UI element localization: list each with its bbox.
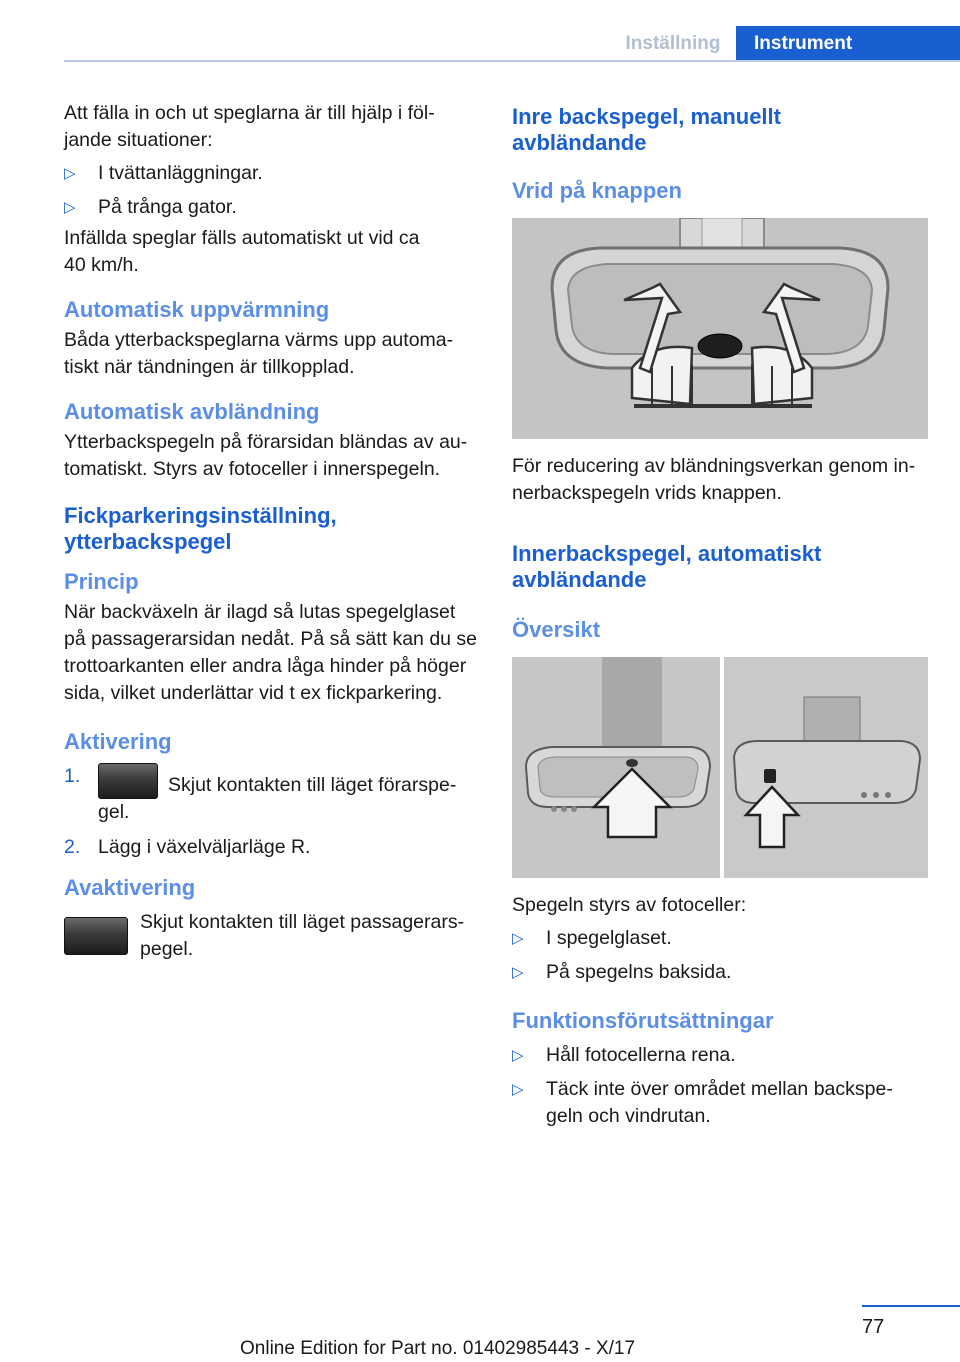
edition-footer: Online Edition for Part no. 01402985443 - X/17 <box>240 1338 636 1359</box>
triangle-right-icon: ▷ <box>64 199 76 216</box>
mirror-front-panel <box>512 657 720 878</box>
deactivation-heading: Avaktivering <box>64 875 196 900</box>
list-item: 1. Skjut kontakten till läget förarspe-gel. <box>64 765 457 823</box>
activation-heading: Aktivering <box>64 729 172 754</box>
manual-mirror-illustration <box>512 218 928 439</box>
mirror-switch-passenger-icon <box>64 917 128 955</box>
heat-heading: Automatisk uppvärmning <box>64 297 330 322</box>
dim-text: Ytterbackspegeln på förarsidan bländas av au-tomatiskt. Styrs av fotoceller i innerspegeln. <box>64 431 468 480</box>
manual-mirror-image <box>512 218 928 439</box>
triangle-right-icon: ▷ <box>512 964 524 981</box>
list-item: ▷ På trånga gator. <box>64 194 480 221</box>
mirror-back-illustration <box>724 657 928 878</box>
triangle-right-icon: ▷ <box>64 165 76 182</box>
list-item: 2. Lägg i växelväljarläge R. <box>64 836 311 858</box>
principle-heading: Princip <box>64 569 139 594</box>
mirror-switch-driver-icon <box>98 763 158 799</box>
tab-installning[interactable]: Inställning <box>625 33 721 54</box>
list-item: ▷ Håll fotocellerna rena. <box>512 1042 932 1069</box>
requirements-list <box>512 1042 932 1130</box>
principle-text: När backväxeln är ilagd så lutas spegelglaset på passagerarsidan nedåt. På så sätt kan du se trottoarkanten eller andra låga hinder på höger sida, vilket underlättar vid t ex fickparkering. <box>64 601 478 704</box>
footer-rule <box>862 1305 960 1307</box>
auto-mirror-heading: Innerbackspegel, automatiskt avbländande <box>512 541 822 592</box>
header-rule <box>64 60 960 62</box>
left-column <box>64 100 480 963</box>
turn-knob-text: För reducering av bländningsverkan genom in-nerbackspegeln vrids knappen. <box>512 455 916 504</box>
auto-fold-text: Infällda speglar fälls automatiskt ut vid ca 40 km/h. <box>64 227 420 276</box>
list-item: ▷ I tvättanläggningar. <box>64 160 480 187</box>
photocell-intro: Spegeln styrs av fotoceller: <box>512 894 747 916</box>
list-item: ▷ I spegelglaset. <box>512 925 932 952</box>
overview-heading: Översikt <box>512 617 601 642</box>
deactivation-text: Skjut kontakten till läget passagerars-pegel. <box>140 911 465 960</box>
heat-text: Båda ytterbackspeglarna värms upp automa-tiskt när tändningen är tillkopplad. <box>64 329 454 378</box>
activation-steps <box>64 763 480 861</box>
mirror-back-panel <box>724 657 928 878</box>
situation-list <box>64 160 480 221</box>
tab-instrument[interactable]: Instrument <box>736 26 960 62</box>
list-item: ▷ Täck inte över området mellan backspe-geln och vindrutan. <box>512 1078 893 1127</box>
photocell-image <box>512 657 928 878</box>
intro-text: Att fälla in och ut speglarna är till hjälp i föl-jande situationer: <box>64 102 435 151</box>
park-heading: Fickparkeringsinställning, ytterbackspegel <box>64 503 337 554</box>
triangle-right-icon: ▷ <box>512 930 524 947</box>
mirror-front-illustration <box>512 657 720 878</box>
right-column <box>512 104 932 1130</box>
dim-heading: Automatisk avbländning <box>64 399 320 424</box>
deactivation-row <box>64 909 480 963</box>
triangle-right-icon: ▷ <box>512 1047 524 1064</box>
manual-mirror-heading: Inre backspegel, manuellt avbländande <box>512 104 781 155</box>
list-item: ▷ På spegelns baksida. <box>512 959 932 986</box>
photocell-list <box>512 925 932 986</box>
requirements-heading: Funktionsförutsättningar <box>512 1008 774 1033</box>
turn-knob-heading: Vrid på knappen <box>512 178 682 203</box>
page-number: 77 <box>862 1316 885 1338</box>
triangle-right-icon: ▷ <box>512 1081 524 1098</box>
